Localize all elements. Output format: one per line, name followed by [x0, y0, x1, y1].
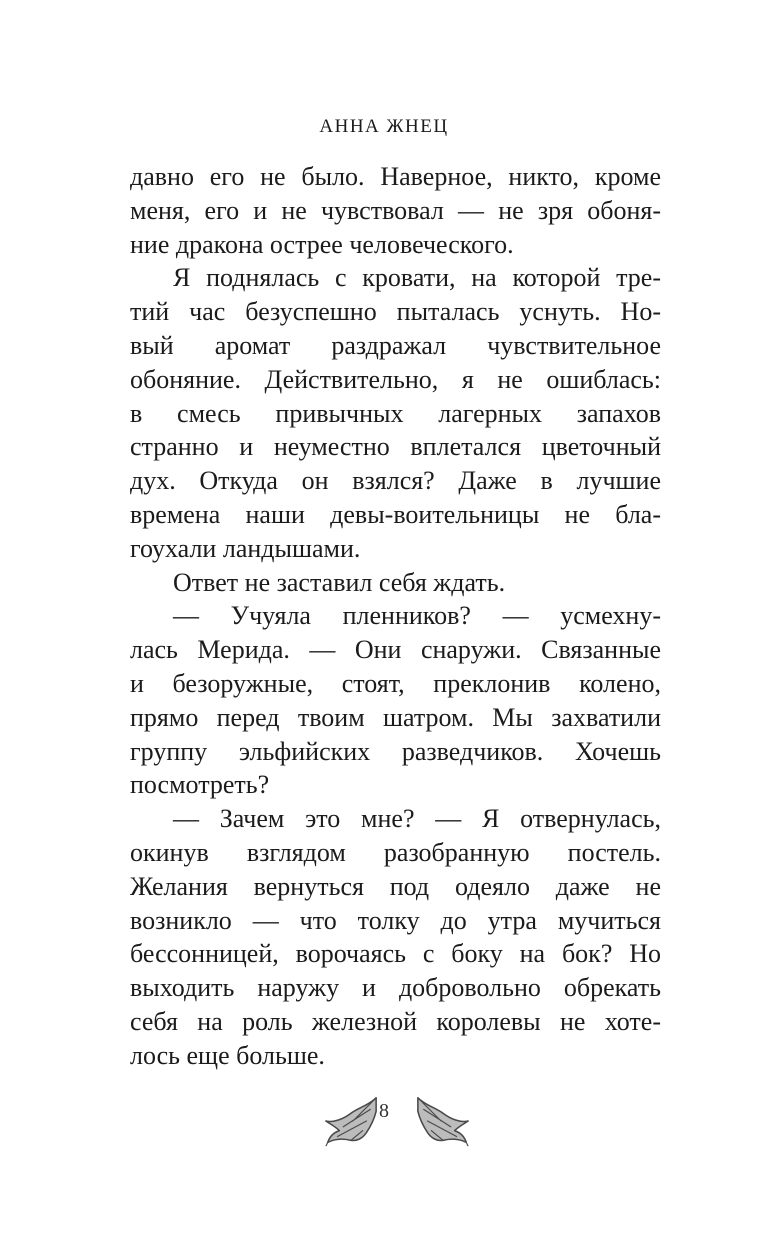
text-line: в смесь привычных лагерных запахов	[130, 398, 661, 428]
page-footer	[0, 1092, 768, 1152]
text-line: — Зачем это мне? — Я отвернулась,	[173, 804, 661, 834]
text-line: обоняние. Действительно, я не ошиблась:	[130, 364, 661, 394]
text-line: дух. Откуда он взялся? Даже в лучшие	[130, 466, 661, 496]
text-line: лось еще больше.	[130, 1040, 325, 1070]
text-line: — Учуяла пленников? — усмехну-	[173, 601, 661, 631]
text-line: группу эльфийских разведчиков. Хочешь	[130, 736, 661, 766]
text-line: гоухали ландышами.	[130, 533, 361, 563]
text-line: Ответ не заставил себя ждать.	[173, 567, 506, 597]
text-line: и безоружные, стоят, преклонив колено,	[130, 668, 661, 698]
text-line: окинув взглядом разобранную постель.	[130, 837, 661, 867]
text-line: ние дракона острее человеческого.	[130, 229, 514, 259]
text-line: бессонницей, ворочаясь с боку на бок? Но	[130, 939, 661, 969]
text-line: меня, его и не чувствовал — не зря обоня-	[130, 195, 661, 225]
dragon-wing-right-icon	[414, 1092, 472, 1150]
running-header-author: АННА ЖНЕЦ	[319, 116, 449, 137]
text-line: давно его не было. Наверное, никто, кроме	[130, 162, 661, 191]
text-line: себя на роль железной королевы не хоте-	[130, 1006, 661, 1036]
text-line: тий час безуспешно пыталась уснуть. Но-	[130, 297, 661, 327]
text-line: вый аромат раздражал чувствительное	[130, 330, 661, 360]
text-line: Я поднялась с кровати, на которой тре-	[173, 263, 661, 293]
page-number: 8	[379, 1100, 389, 1122]
text-line: прямо перед твоим шатром. Мы захватили	[130, 702, 661, 732]
page-text	[130, 160, 661, 1073]
text-line: Желания вернуться под одеяло даже не	[130, 871, 661, 901]
text-line: выходить наружу и добровольно обрекать	[130, 973, 661, 1003]
text-line: возникло — что толку до утра мучиться	[130, 905, 661, 935]
text-line: странно и неуместно вплетался цветочный	[130, 432, 661, 462]
text-line: лась Мерида. — Они снаружи. Связанные	[130, 635, 661, 665]
text-line: посмотреть?	[130, 770, 270, 800]
text-line: времена наши девы-воительницы не бла-	[130, 499, 661, 529]
